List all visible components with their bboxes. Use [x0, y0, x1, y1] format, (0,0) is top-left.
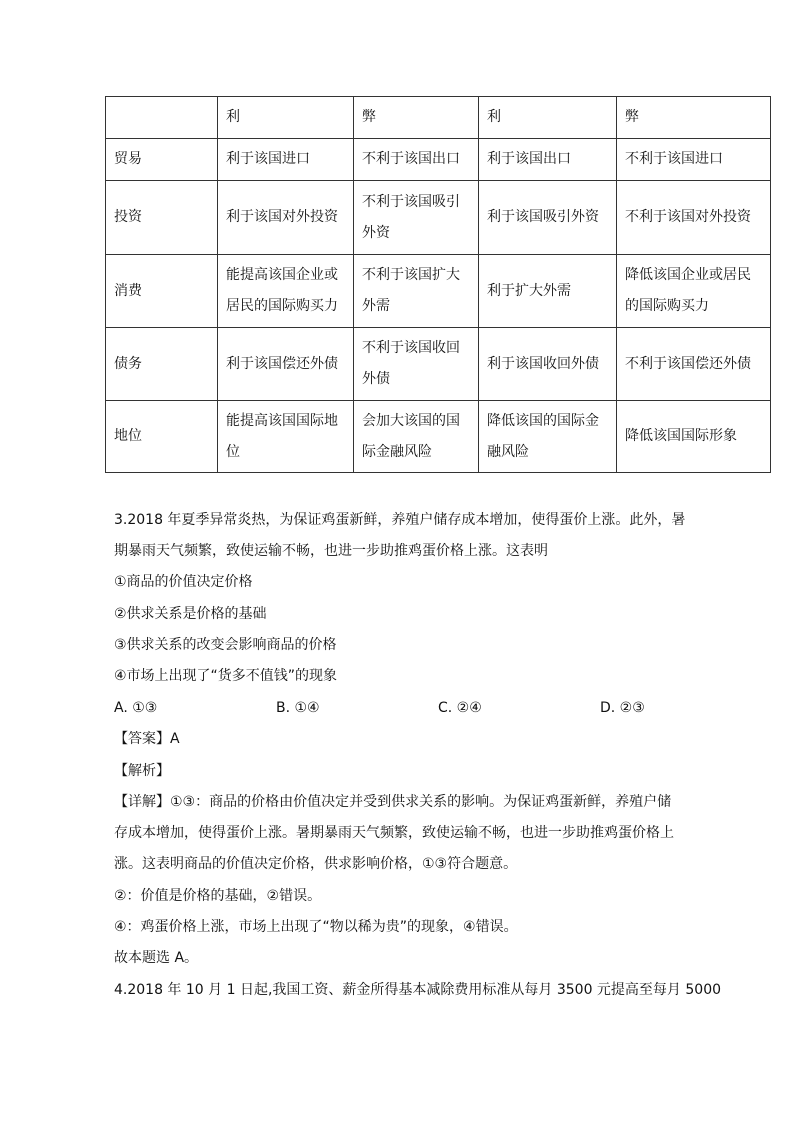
table-row [106, 255, 771, 328]
question-3-stem: 3.2018 年夏季异常炎热，为保证鸡蛋新鲜，养殖户储存成本增加，使得蛋价上涨。此外，暑 [114, 512, 686, 528]
question-3-item: ③供求关系的改变会影响商品的价格 [114, 637, 337, 653]
table-cell: 不利于该国进口 [617, 139, 771, 181]
table-cell: 不利于该国对外投资 [617, 181, 771, 255]
table-row [106, 401, 771, 473]
detail-text: ④：鸡蛋价格上涨，市场上出现了“物以稀为贵”的现象，④错误。 [114, 919, 518, 935]
table-row [106, 139, 771, 181]
option-b: B. ①④ [276, 700, 320, 716]
table-header-cell: 利 [218, 97, 354, 139]
table-header-cell [106, 97, 218, 139]
table-cell: 利于该国对外投资 [218, 181, 354, 255]
question-3-stem: 期暴雨天气频繁，致使运输不畅，也进一步助推鸡蛋价格上涨。这表明 [114, 543, 548, 559]
table-header-cell: 弊 [617, 97, 771, 139]
table-cell: 利于该国吸引外资 [479, 181, 617, 255]
table-cell: 不利于该国出口 [354, 139, 479, 181]
table-cell: 不利于该国收回外债 [354, 328, 479, 401]
question-3-item: ①商品的价值决定价格 [114, 574, 253, 590]
option-a: A. ①③ [114, 700, 158, 716]
table-cell: 降低该国国际形象 [617, 401, 771, 473]
table-cell: 地位 [106, 401, 218, 473]
table-row [106, 181, 771, 255]
table-cell: 消费 [106, 255, 218, 328]
question-3-item: ④市场上出现了“货多不值钱”的现象 [114, 668, 338, 684]
table-cell: 能提高该国企业或居民的国际购买力 [218, 255, 354, 328]
question-4-stem: 4.2018 年 10 月 1 日起,我国工资、薪金所得基本减除费用标准从每月 3500 元提高至每月 5000 [114, 982, 722, 998]
table-cell: 降低该国企业或居民的国际购买力 [617, 255, 771, 328]
table-cell: 利于该国进口 [218, 139, 354, 181]
comparison-table [105, 96, 771, 473]
detail-text: ②：价值是价格的基础，②错误。 [114, 888, 322, 904]
detail-text: 【详解】①③：商品的价格由价值决定并受到供求关系的影响。为保证鸡蛋新鲜，养殖户储 [114, 794, 672, 810]
table-cell: 利于该国出口 [479, 139, 617, 181]
analysis-heading: 【解析】 [114, 763, 170, 779]
table-header-cell: 利 [479, 97, 617, 139]
table-cell: 投资 [106, 181, 218, 255]
conclusion-text: 故本题选 A。 [114, 950, 199, 966]
table-cell: 不利于该国偿还外债 [617, 328, 771, 401]
table-cell: 能提高该国国际地位 [218, 401, 354, 473]
table-cell: 利于该国收回外债 [479, 328, 617, 401]
table-header-row [106, 97, 771, 139]
table-cell: 利于该国偿还外债 [218, 328, 354, 401]
table-cell: 债务 [106, 328, 218, 401]
detail-text: 涨。这表明商品的价值决定价格，供求影响价格，①③符合题意。 [114, 856, 518, 872]
table-cell: 不利于该国吸引外资 [354, 181, 479, 255]
question-3-item: ②供求关系是价格的基础 [114, 606, 267, 622]
table-row [106, 328, 771, 401]
table-cell: 贸易 [106, 139, 218, 181]
table-cell: 会加大该国的国际金融风险 [354, 401, 479, 473]
table-header-cell: 弊 [354, 97, 479, 139]
answer-label: 【答案】A [114, 731, 180, 747]
table-cell: 降低该国的国际金融风险 [479, 401, 617, 473]
table-cell: 利于扩大外需 [479, 255, 617, 328]
option-c: C. ②④ [438, 700, 482, 716]
detail-text: 存成本增加，使得蛋价上涨。暑期暴雨天气频繁，致使运输不畅，也进一步助推鸡蛋价格上 [114, 825, 674, 841]
option-d: D. ②③ [600, 700, 645, 716]
table-cell: 不利于该国扩大外需 [354, 255, 479, 328]
